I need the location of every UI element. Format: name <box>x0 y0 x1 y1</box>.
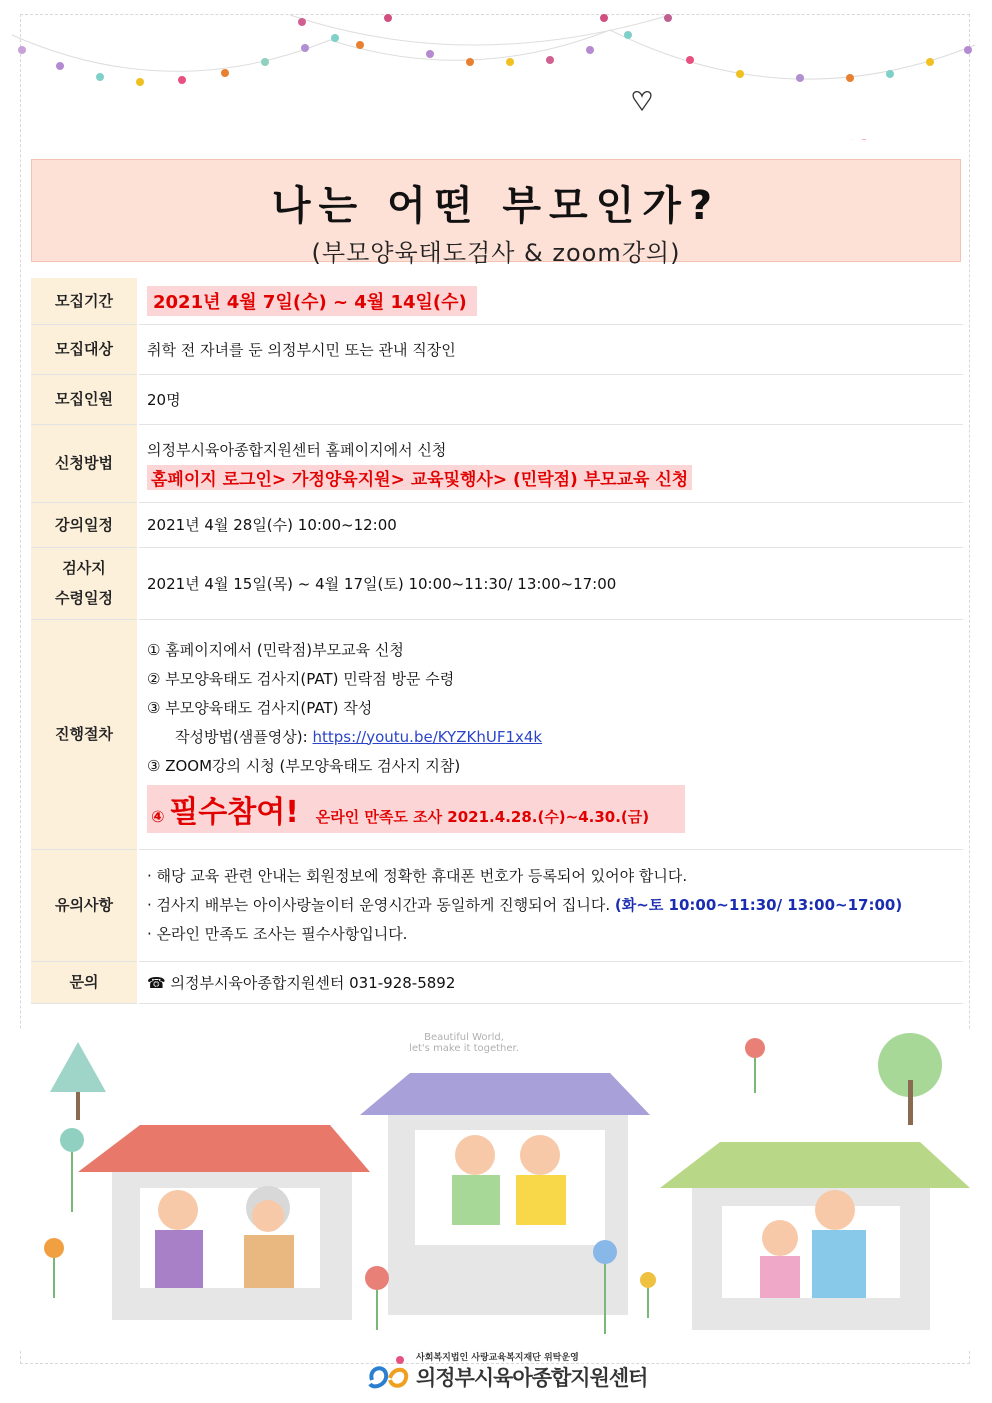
label-period: 모집기간 <box>31 278 138 324</box>
label-lecture: 강의일정 <box>31 502 138 547</box>
row-pickup <box>31 547 963 619</box>
lecture-value: 2021년 4월 28일(수) 10:00~12:00 <box>138 502 963 547</box>
garland-decoration <box>0 0 992 140</box>
required-text: 필수참여! <box>169 794 299 830</box>
row-period <box>31 278 963 324</box>
label-capacity: 모집인원 <box>31 374 138 424</box>
family-houses-illustration <box>20 1030 970 1350</box>
procedure-step4: ③ ZOOM강의 시청 (부모양육태도 검사지 지참) <box>147 756 461 775</box>
row-lecture <box>31 502 963 547</box>
logo-operator-text: 사회복지법인 사랑교육복지재단 위탁운영 <box>416 1353 579 1363</box>
row-capacity <box>31 374 963 424</box>
center-logo-icon <box>366 1350 414 1394</box>
center-logo <box>366 1350 666 1394</box>
page-subtitle: (부모양육태도검사 & zoom강의) <box>311 239 681 267</box>
procedure-step3: ③ 부모양육태도 검사지(PAT) 작성 <box>147 698 373 717</box>
apply-line2: 홈페이지 로그인> 가정양육지원> 교육및행사> (민락점) 부모교육 신청 <box>147 465 692 490</box>
sample-video-link[interactable]: https://youtu.be/KYZKhUF1x4k <box>312 727 543 746</box>
note-1: · 해당 교육 관련 안내는 회원정보에 정확한 휴대폰 번호가 등록되어 있어야 합니다. <box>147 866 688 885</box>
logo-center-name: 의정부시육아종합지원센터 <box>416 1366 648 1390</box>
survey-period: 온라인 만족도 조사 2021.4.28.(수)~4.30.(금) <box>315 807 650 826</box>
method-label: 작성방법(샘플영상): <box>175 727 308 746</box>
pickup-value: 2021년 4월 15일(목) ~ 4월 17일(토) 10:00~11:30/ 13:00~17:00 <box>138 547 963 619</box>
required-box <box>147 785 685 833</box>
phone-icon: ☎ <box>147 973 166 992</box>
page-title: 나는 어떤 부모인가? <box>271 183 721 229</box>
label-pickup-1: 검사지 <box>62 559 106 577</box>
capacity-value: 20명 <box>138 374 963 424</box>
apply-line1: 의정부시육아종합지원센터 홈페이지에서 신청 <box>147 441 447 459</box>
procedure-method <box>147 723 963 752</box>
info-table <box>31 278 963 1004</box>
row-apply <box>31 424 963 502</box>
label-notes: 유의사항 <box>31 849 138 961</box>
illus-caption-1: Beautiful World, <box>424 1032 504 1043</box>
note-2: · 검사지 배부는 아이사랑놀이터 운영시간과 동일하게 진행되어 집니다. <box>147 895 611 914</box>
row-target <box>31 324 963 374</box>
period-value: 2021년 4월 7일(수) ~ 4월 14일(수) <box>147 286 477 316</box>
label-contact: 문의 <box>31 961 138 1003</box>
note-2-hours: (화~토 10:00~11:30/ 13:00~17:00) <box>614 895 903 914</box>
label-procedure: 진행절차 <box>31 619 138 849</box>
row-contact <box>31 961 963 1003</box>
label-apply: 신청방법 <box>31 424 138 502</box>
contact-value: 의정부시육아종합지원센터 031-928-5892 <box>170 973 456 992</box>
procedure-step2: ② 부모양육태도 검사지(PAT) 민락점 방문 수령 <box>147 669 455 688</box>
illus-caption-2: let's make it together. <box>409 1043 519 1054</box>
procedure-step1: ① 홈페이지에서 (민락점)부모교육 신청 <box>147 640 404 659</box>
row-procedure <box>31 619 963 849</box>
row-notes <box>31 849 963 961</box>
target-value: 취학 전 자녀를 둔 의정부시민 또는 관내 직장인 <box>138 324 963 374</box>
note-3: · 온라인 만족도 조사는 필수사항입니다. <box>147 924 408 943</box>
title-box <box>31 159 961 267</box>
required-num: ④ <box>151 806 165 826</box>
label-pickup-2: 수령일정 <box>55 589 113 607</box>
label-target: 모집대상 <box>31 324 138 374</box>
